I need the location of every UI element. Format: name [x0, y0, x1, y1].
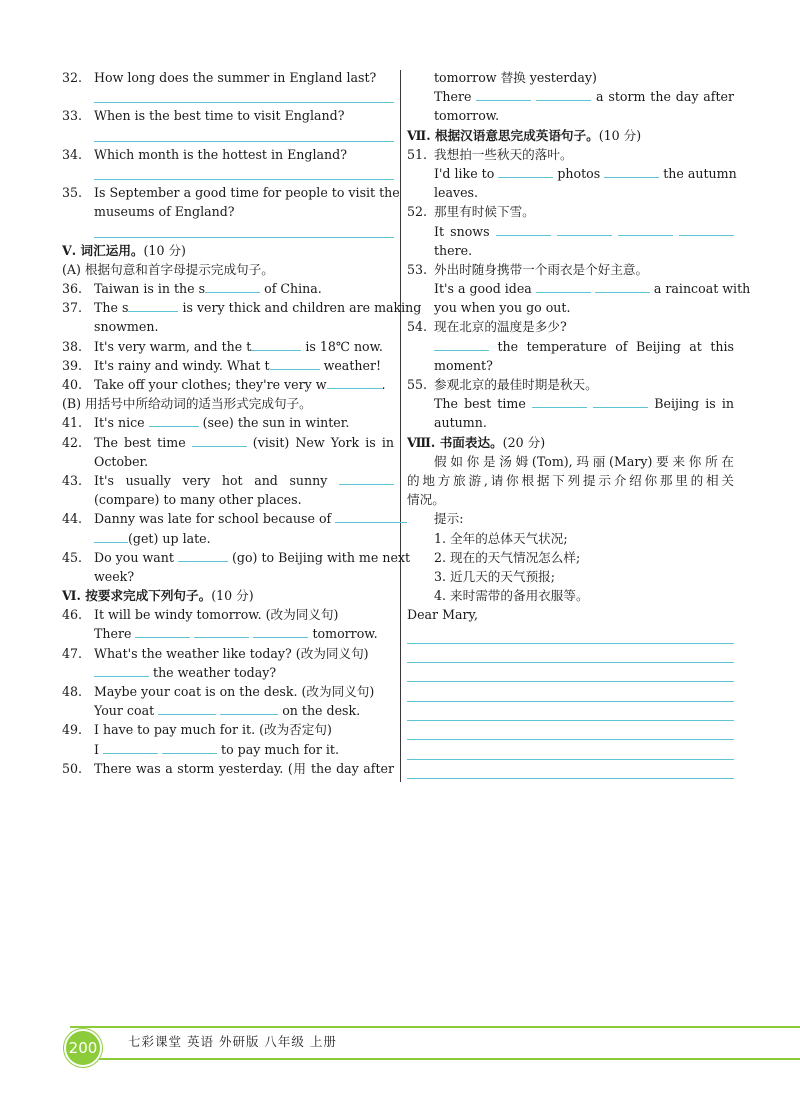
answer-54: the temperature of Beijing at this — [407, 337, 734, 356]
hint-item: 4. 来时需带的备用衣服等。 — [434, 588, 589, 604]
blank-45[interactable] — [178, 548, 228, 562]
writing-line[interactable] — [407, 740, 734, 759]
blank-49b[interactable] — [162, 740, 217, 754]
answer-55: The best time Beijing is in — [434, 396, 735, 412]
answer-line-32[interactable] — [62, 87, 394, 106]
question-45: 45. Do you want (go) to Beijing with me next — [62, 549, 411, 565]
answer-48: Your coat on the desk. — [94, 703, 361, 719]
blank-54[interactable] — [434, 337, 489, 351]
answer-51-cont: leaves. — [434, 185, 479, 201]
blank-42[interactable] — [192, 433, 247, 447]
column-divider — [400, 70, 401, 782]
answer-53-cont: you when you go out. — [434, 300, 571, 316]
page-footer — [0, 1020, 800, 1080]
question-40: 40. Take off your clothes; they're very w . — [62, 377, 386, 392]
footer-rule-bottom — [95, 1058, 800, 1060]
writing-line[interactable] — [407, 721, 734, 740]
question-34: 34. Which month is the hottest in England? — [62, 146, 347, 162]
blank-51a[interactable] — [498, 164, 553, 178]
question-36: 36. Taiwan is in the s of China. — [62, 281, 322, 297]
part-b-instruction: (B) 用括号中所给动词的适当形式完成句子。 — [62, 396, 312, 412]
answer-52: It snows — [407, 222, 734, 241]
part-a-instruction: (A) 根据句意和首字母提示完成句子。 — [62, 261, 274, 277]
blank-53a[interactable] — [536, 279, 591, 293]
section-6-heading: Ⅵ. 按要求完成下列句子。(10 分) — [62, 588, 254, 604]
question-35-cont: museums of England? — [94, 204, 235, 220]
left-column — [62, 68, 422, 778]
writing-line[interactable] — [407, 760, 734, 779]
question-44-cont: (get) up late. — [62, 529, 394, 548]
answer-51: I'd like to photos the autumn — [434, 165, 737, 181]
answer-54-cont: moment? — [434, 357, 493, 373]
answer-50: There a storm the day after — [434, 89, 734, 105]
blank-55b[interactable] — [593, 394, 648, 408]
blank-41[interactable] — [149, 413, 199, 427]
question-41: 41. It's nice (see) the sun in winter. — [62, 415, 350, 431]
question-33: 33. When is the best time to visit England? — [62, 108, 345, 124]
question-37-cont: snowmen. — [94, 319, 159, 335]
question-44: 44. Danny was late for school because of — [62, 509, 394, 528]
blank-46c[interactable] — [253, 624, 308, 638]
footer-rule-top — [70, 1026, 800, 1028]
question-43: 43. It's usually very hot and sunny — [62, 471, 394, 490]
writing-area[interactable] — [407, 624, 734, 778]
answer-47: the weather today? — [62, 663, 394, 682]
question-39: 39. It's rainy and windy. What t weather! — [62, 357, 382, 373]
blank-48b[interactable] — [220, 701, 278, 715]
answer-52-cont: there. — [434, 242, 473, 258]
question-49: 49. I have to pay much for it. (改为否定句) — [62, 722, 332, 738]
hint-item: 3. 近几天的天气预报; — [434, 568, 556, 584]
answer-55-cont: autumn. — [434, 415, 487, 431]
blank-50a[interactable] — [476, 87, 531, 101]
hint-item: 1. 全年的总体天气状况; — [434, 530, 568, 546]
question-53: 53. 外出时随身携带一个雨衣是个好主意。 — [407, 261, 649, 277]
blank-49a[interactable] — [103, 740, 158, 754]
blank-36[interactable] — [205, 279, 260, 293]
writing-line[interactable] — [407, 682, 734, 701]
blank-51b[interactable] — [604, 164, 659, 178]
question-42: 42. The best time (visit) New York is in — [62, 434, 394, 450]
blank-55a[interactable] — [532, 394, 587, 408]
answer-53: It's a good idea a raincoat with — [434, 281, 751, 297]
answer-50-cont: tomorrow. — [434, 108, 500, 124]
blank-46a[interactable] — [135, 624, 190, 638]
question-48: 48. Maybe your coat is on the desk. (改为同义句) — [62, 684, 375, 699]
question-46: 46. It will be windy tomorrow. (改为同义句) — [62, 607, 339, 623]
hint-item: 2. 现在的天气情况怎么样; — [434, 549, 581, 565]
writing-line[interactable] — [407, 663, 734, 682]
blank-46b[interactable] — [194, 624, 249, 638]
blank-44[interactable] — [335, 509, 407, 523]
section-5-heading: Ⅴ. 词汇运用。(10 分) — [62, 242, 186, 258]
writing-prompt-line-3: 情况。 — [407, 492, 445, 508]
page-number-badge: 200 — [64, 1029, 102, 1067]
answer-line-33[interactable] — [62, 126, 394, 145]
answer-line-35[interactable] — [62, 222, 394, 241]
question-45-cont: week? — [94, 568, 135, 584]
blank-40[interactable] — [327, 375, 382, 389]
hints-label: 提示: — [434, 511, 464, 527]
writing-prompt-line-1: 假如你是汤姆(Tom),玛丽(Mary)要来你所在 — [434, 453, 734, 469]
question-50: 50. There was a storm yesterday. (用 the day after — [62, 760, 394, 776]
question-51: 51. 我想拍一些秋天的落叶。 — [407, 146, 573, 162]
answer-49: I to pay much for it. — [94, 741, 339, 757]
blank-47[interactable] — [94, 663, 149, 677]
right-column — [407, 68, 751, 779]
blank-48a[interactable] — [158, 701, 216, 715]
writing-line[interactable] — [407, 702, 734, 721]
writing-prompt-line-2: 的地方旅游,请你根据下列提示介绍你那里的相关 — [407, 472, 734, 488]
blank-53b[interactable] — [595, 279, 650, 293]
question-47: 47. What's the weather like today? (改为同义句) — [62, 645, 369, 661]
blank-52c[interactable] — [618, 222, 673, 236]
writing-line[interactable] — [407, 644, 734, 663]
blank-52b[interactable] — [557, 222, 612, 236]
writing-line[interactable] — [407, 624, 734, 643]
blank-52a[interactable] — [496, 222, 551, 236]
blank-52d[interactable] — [679, 222, 734, 236]
question-52: 52. 那里有时候下雪。 — [407, 204, 535, 220]
blank-43[interactable] — [339, 471, 394, 485]
question-37: 37. The s is very thick and children are making — [62, 300, 422, 316]
book-title: 七彩课堂 英语 外研版 八年级 上册 — [128, 1034, 337, 1049]
answer-46: There tomorrow. — [94, 626, 378, 642]
answer-line-34[interactable] — [62, 164, 394, 183]
question-32: 32. How long does the summer in England last? — [62, 70, 377, 85]
blank-44-cont[interactable] — [94, 529, 128, 543]
question-38: 38. It's very warm, and the t is 18℃ now. — [62, 338, 383, 354]
question-42-cont: October. — [94, 453, 149, 469]
blank-50b[interactable] — [536, 87, 591, 101]
question-50-cont: tomorrow 替换 yesterday) — [434, 70, 597, 85]
blank-39[interactable] — [270, 356, 320, 370]
question-43-cont: (compare) to many other places. — [94, 492, 302, 508]
question-35: 35. Is September a good time for people to visit the — [62, 185, 400, 201]
section-7-heading: Ⅶ. 根据汉语意思完成英语句子。(10 分) — [407, 127, 642, 143]
greeting: Dear Mary, — [407, 607, 478, 623]
question-54: 54. 现在北京的温度是多少? — [407, 319, 567, 335]
section-8-heading: Ⅷ. 书面表达。(20 分) — [407, 434, 546, 450]
blank-37[interactable] — [128, 298, 178, 312]
blank-38[interactable] — [251, 337, 301, 351]
question-55: 55. 参观北京的最佳时期是秋天。 — [407, 377, 598, 392]
